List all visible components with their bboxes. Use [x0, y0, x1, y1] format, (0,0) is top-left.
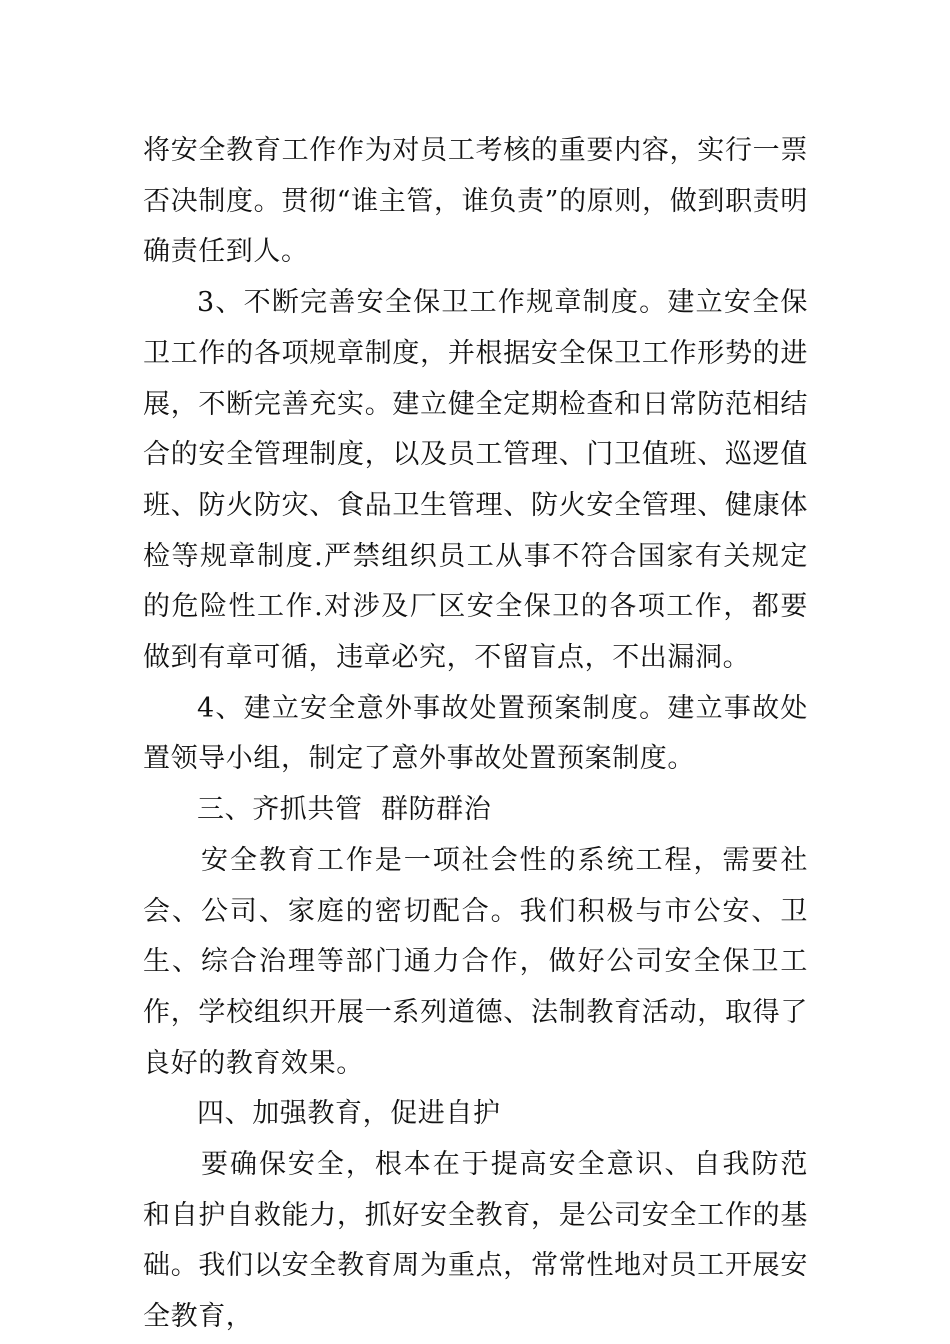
section-heading-3: 三、齐抓共管 群防群治	[197, 794, 492, 826]
paragraph-section-3-body: 安全教育工作是一项社会性的系统工程，需要社会、公司、家庭的密切配合。我们积极与市公安、卫生、综合治理等部门通力合作，做好公司安全保卫工作，学校组织开展一系列道德、法制教育活动，取得了良好的教育效果。	[143, 844, 808, 1079]
paragraph-continuation: 将安全教育工作作为对员工考核的重要内容，实行一票否决制度。贯彻“谁主管，谁负责”的原则，做到职责明确责任到人。	[143, 135, 808, 268]
paragraph-section-4-body: 要确保安全，根本在于提高安全意识、自我防范和自护自救能力，抓好安全教育，是公司安全工作的基础。我们以安全教育周为重点，常常性地对员工开展安全教育，	[143, 1149, 808, 1333]
section-heading-4: 四、加强教育，促进自护	[197, 1098, 501, 1130]
paragraph-item-4: 4、建立安全意外事故处置预案制度。建立事故处置领导小组，制定了意外事故处置预案制度。	[143, 692, 808, 775]
paragraph-item-3: 3、不断完善安全保卫工作规章制度。建立安全保卫工作的各项规章制度，并根据安全保卫工作形势的进展，不断完善充实。建立健全定期检查和日常防范相结合的安全管理制度，以及员工管理、门卫值班、巡逻值班、防火防灾、食品卫生管理、防火安全管理、健康体检等规章制度.严禁组织员工从事不符合国家有关规定的危险性工作.对涉及厂区安全保卫的各项工作，都要做到有章可循，违章必究，不留盲点，不出漏洞。	[143, 287, 808, 674]
document-body	[143, 126, 808, 1343]
